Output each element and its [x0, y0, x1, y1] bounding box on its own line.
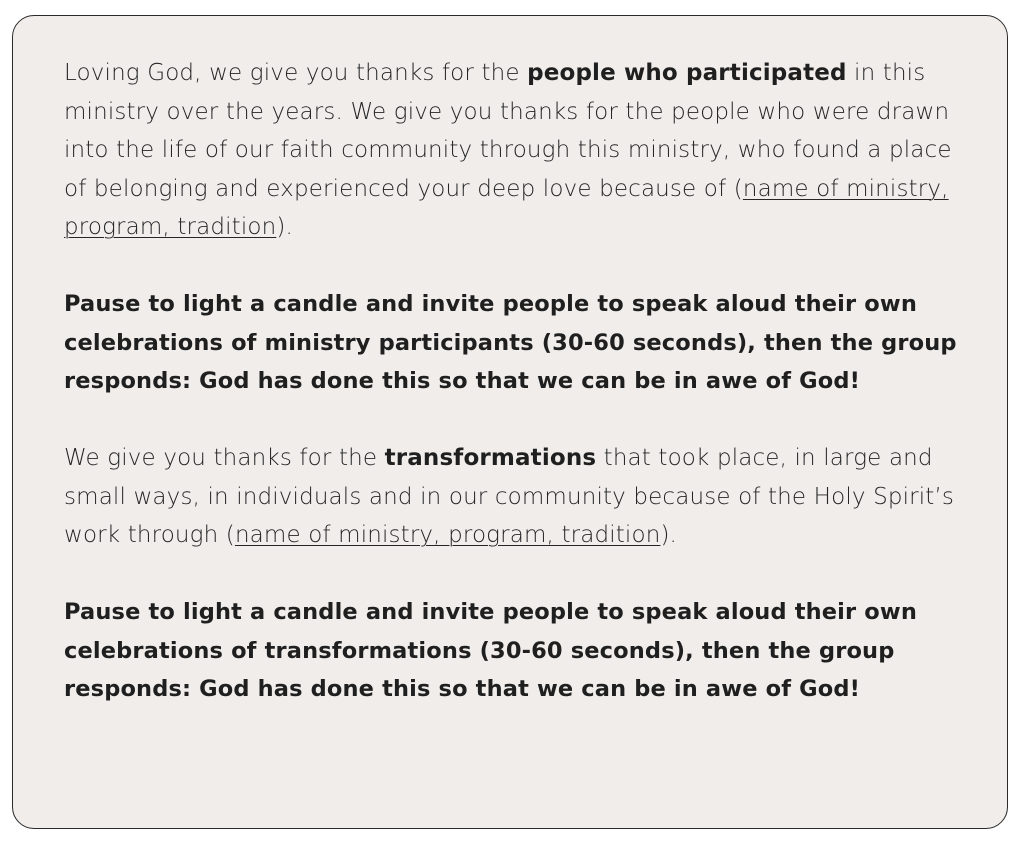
instruction-participants: Pause to light a candle and invite people to speak aloud their own celebrations of ministry participants (30-60 seconds), then the group responds: God has done this so that we can be in awe of God! — [64, 291, 957, 394]
paragraph-text: ). — [276, 214, 293, 240]
ministry-name-placeholder: name of ministry, program, tradition — [64, 175, 949, 240]
paragraph-text: Loving God, we give you thanks for the — [64, 60, 528, 86]
prayer-paragraph-transformations — [64, 439, 967, 555]
ministry-name-placeholder: name of ministry, program, tradition — [234, 522, 661, 548]
prayer-card — [12, 15, 1008, 829]
paragraph-text: We give you thanks for the — [64, 445, 385, 471]
prayer-paragraph-participants — [64, 54, 967, 247]
paragraph-text: ). — [660, 522, 678, 548]
instruction-transformations: Pause to light a candle and invite people to speak aloud their own celebrations of transformations (30-60 seconds), then the group responds: God has done this so that we can be in awe of God! — [64, 599, 917, 702]
highlight-text: transformations — [384, 445, 597, 471]
paragraph-text: in this ministry over the years. We give you thanks for the people who were drawn into the life of our faith community through this ministry, who found a place of belonging and experienced your deep love because of ( — [64, 60, 952, 202]
highlight-text: people who participated — [527, 60, 847, 86]
paragraph-text: that took place, in large and small ways, in individuals and in our community because of the Holy Spirit’s work through ( — [64, 445, 955, 548]
